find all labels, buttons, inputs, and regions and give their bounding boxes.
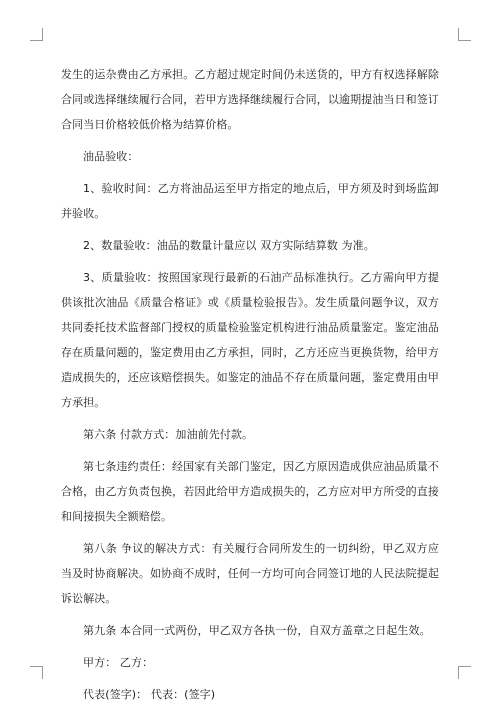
crop-mark-top-left bbox=[30, 28, 43, 41]
paragraph-quality-inspection: 3、质量验收：按照国家现行最新的石油产品标准执行。乙方需向甲方提供该批次油品《质量合格证》或《质量检验报告》。发生质量问题争议，双方共同委托技术监督部门授权的质量检验鉴定机构进行油品质量鉴定。鉴定油品存在质量问题的，鉴定费用由乙方承担，同时，乙方还应当更换货物，给甲方造成损失的，还应该赔偿损失。如鉴定的油品不存在质量问题，鉴定费用由甲方承担。 bbox=[61, 271, 439, 409]
document-body bbox=[61, 62, 439, 714]
paragraph-article-9: 第九条 本合同一式两份，甲乙双方各执一份，自双方盖章之日起生效。 bbox=[83, 624, 431, 637]
paragraph-article-6: 第六条 付款方式：加油前先付款。 bbox=[83, 428, 254, 441]
crop-mark-bottom-right bbox=[458, 666, 471, 679]
paragraph-article-8: 第八条 争议的解决方式：有关履行合同所发生的一切纠纷，甲乙双方应当及时协商解决。如协商不成时，任何一方均可向合同签订地的人民法院提起诉讼解决。 bbox=[61, 542, 439, 605]
paragraph-quantity-inspection: 2、数量验收：油品的数量计量应以 双方实际结算数 为准。 bbox=[83, 239, 375, 252]
paragraph-signatures: 代表(签字)： 代表：(签字) bbox=[83, 688, 216, 701]
crop-mark-bottom-left bbox=[30, 666, 43, 679]
paragraph-article-7: 第七条违约责任：经国家有关部门鉴定，因乙方原因造成供应油品质量不合格，由乙方负责包换，若因此给甲方造成损失的，乙方应对甲方所受的直接和间接损失全额赔偿。 bbox=[61, 460, 439, 523]
paragraph-continuation: 发生的运杂费由乙方承担。乙方超过规定时间仍未送货的，甲方有权选择解除合同或选择继续履行合同，若甲方选择继续履行合同，以逾期提油当日和签订合同当日价格较低价格为结算价格。 bbox=[61, 68, 439, 131]
paragraph-inspection-heading: 油品验收： bbox=[83, 150, 139, 163]
paragraph-inspection-time: 1、验收时间：乙方将油品运至甲方指定的地点后，甲方须及时到场监卸并验收。 bbox=[61, 182, 439, 220]
crop-mark-top-right bbox=[458, 28, 471, 41]
paragraph-parties: 甲方： 乙方： bbox=[83, 656, 154, 669]
